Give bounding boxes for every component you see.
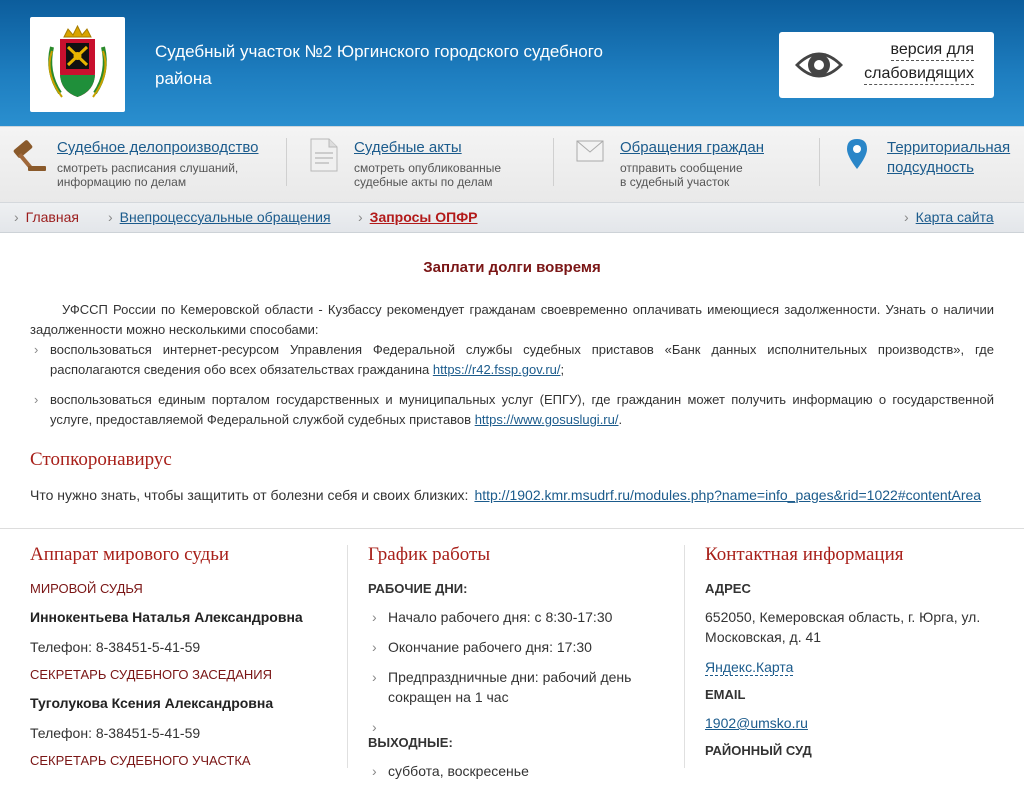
divider [819, 138, 820, 186]
secretary-name: Туголукова Ксения Александровна [30, 695, 274, 711]
judge-label: МИРОВОЙ СУДЬЯ [30, 581, 143, 596]
service-subtitle: смотреть опубликованные судебные акты по делам [354, 161, 502, 189]
service-case-proceedings[interactable] [12, 138, 282, 190]
address-label: АДРЕС [705, 581, 751, 596]
divider [0, 528, 1024, 529]
chevron-right-icon: › [372, 763, 377, 779]
list-item [368, 717, 648, 735]
list-item: › воспользоваться интернет-ресурсом Управления Федеральной службы судебных приставов «Банк данных исполнительных производств», где располагаются сведения обо всех обязательствах гражданина https://r42.fssp.gov.ru/; [34, 342, 994, 377]
divider [286, 138, 287, 186]
secretary2-label: СЕКРЕТАРЬ СУДЕБНОГО УЧАСТКА [30, 753, 251, 768]
email-link[interactable]: 1902@umsko.ru [705, 715, 808, 731]
divider [553, 138, 554, 186]
article-list [30, 340, 994, 440]
list-item: › Начало рабочего дня: с 8:30-17:30 [372, 609, 613, 625]
article-intro: УФССП России по Кемеровской области - Кузбассу рекомендует гражданам своевременно оплачивать имеющиеся задолженности. Узнать о наличии задолженности можно несколькими способами: [30, 302, 994, 337]
chevron-right-icon: › [34, 342, 39, 357]
email-label: EMAIL [705, 687, 746, 702]
secretary-label: СЕКРЕТАРЬ СУДЕБНОГО ЗАСЕДАНИЯ [30, 667, 273, 682]
breadcrumb-current[interactable]: › Запросы ОПФР [358, 209, 478, 225]
coat-of-arms-logo[interactable] [30, 17, 125, 112]
breadcrumb [0, 202, 1024, 233]
site-header [0, 0, 1024, 126]
map-pin-icon [846, 138, 868, 175]
low-vision-version-button[interactable] [779, 32, 994, 98]
service-subtitle: отправить сообщение в судебный участок [620, 161, 743, 189]
gosuslugi-link[interactable]: https://www.gosuslugi.ru/ [474, 412, 619, 427]
fssp-link[interactable]: https://r42.fssp.gov.ru/ [432, 362, 561, 377]
weekend-label: ВЫХОДНЫЕ: [368, 735, 453, 750]
chevron-right-icon: › [372, 719, 377, 735]
service-title[interactable]: Территориальная подсудность [887, 139, 1011, 176]
services-bar [0, 126, 1024, 202]
low-vision-label: версия для слабовидящих [864, 38, 974, 86]
secretary-phone: Телефон: 8-38451-5-41-59 [30, 725, 201, 741]
service-title[interactable]: Судебные акты [354, 139, 462, 156]
list-item: › Предпраздничные дни: рабочий день сокращен на 1 час [372, 669, 632, 705]
judge-phone: Телефон: 8-38451-5-41-59 [30, 639, 201, 655]
gavel-icon [12, 138, 48, 179]
service-court-acts[interactable] [310, 138, 540, 190]
list-item: › Окончание рабочего дня: 17:30 [372, 639, 592, 655]
workdays-label: РАБОЧИЕ ДНИ: [368, 581, 468, 596]
envelope-icon [576, 138, 604, 167]
breadcrumb-section[interactable]: › Внепроцессуальные обращения [108, 209, 331, 225]
sitemap-link[interactable]: › Карта сайта [904, 209, 994, 225]
service-citizen-appeals[interactable] [576, 138, 806, 190]
judge-name: Иннокентьева Наталья Александровна [30, 609, 303, 625]
chevron-right-icon: › [904, 209, 909, 225]
chevron-right-icon: › [108, 209, 113, 225]
chevron-right-icon: › [372, 669, 377, 685]
chevron-right-icon: › [358, 209, 363, 225]
chevron-right-icon: › [372, 609, 377, 625]
divider [684, 545, 685, 768]
weekend-list [368, 761, 648, 781]
district-court-label: РАЙОННЫЙ СУД [705, 743, 812, 758]
judge-apparatus-column [30, 543, 330, 779]
site-title[interactable]: Судебный участок №2 Юргинского городского судебного района [155, 42, 604, 88]
schedule-column [368, 543, 648, 791]
column-heading: Аппарат мирового судьи [30, 544, 230, 565]
service-title[interactable]: Судебное делопроизводство [57, 139, 259, 156]
chevron-right-icon: › [372, 639, 377, 655]
workdays-list [368, 607, 648, 735]
service-title[interactable]: Обращения граждан [620, 139, 764, 156]
chevron-right-icon: › [34, 392, 39, 407]
chevron-right-icon: › [14, 209, 19, 225]
eye-icon [793, 46, 845, 89]
covid-info: Что нужно знать, чтобы защитить от болезни себя и своих близких: http://1902.kmr.msudrf.ru/modules.php?name=info_pages&rid=1022#contentArea [30, 487, 982, 503]
document-icon [310, 138, 338, 177]
service-territorial-jurisdiction[interactable] [846, 138, 1016, 190]
service-subtitle: смотреть расписания слушаний, информацию по делам [57, 161, 239, 189]
address-text: 652050, Кемеровская область, г. Юрга, ул. Московская, д. 41 [705, 609, 981, 645]
article-title: Заплати долги вовремя [423, 259, 601, 276]
list-item: › воспользоваться единым порталом государственных и муниципальных услуг (ЕПГУ), где гражданин может получить информацию о государственной услуге, предоставляемой Федеральной службой судебных приставов https://www.gosuslugi.ru/. [34, 392, 994, 427]
divider [347, 545, 348, 768]
column-heading: Контактная информация [705, 544, 904, 565]
covid-link[interactable]: http://1902.kmr.msudrf.ru/modules.php?name=info_pages&rid=1022#contentArea [474, 487, 982, 503]
contacts-column [705, 543, 1000, 769]
breadcrumb-home[interactable]: › Главная [14, 209, 79, 225]
column-heading: График работы [368, 544, 491, 565]
covid-section-title: Стопкоронавирус [30, 449, 172, 470]
list-item: › суббота, воскресенье [372, 763, 529, 779]
yandex-map-link[interactable]: Яндекс.Карта [705, 659, 794, 675]
